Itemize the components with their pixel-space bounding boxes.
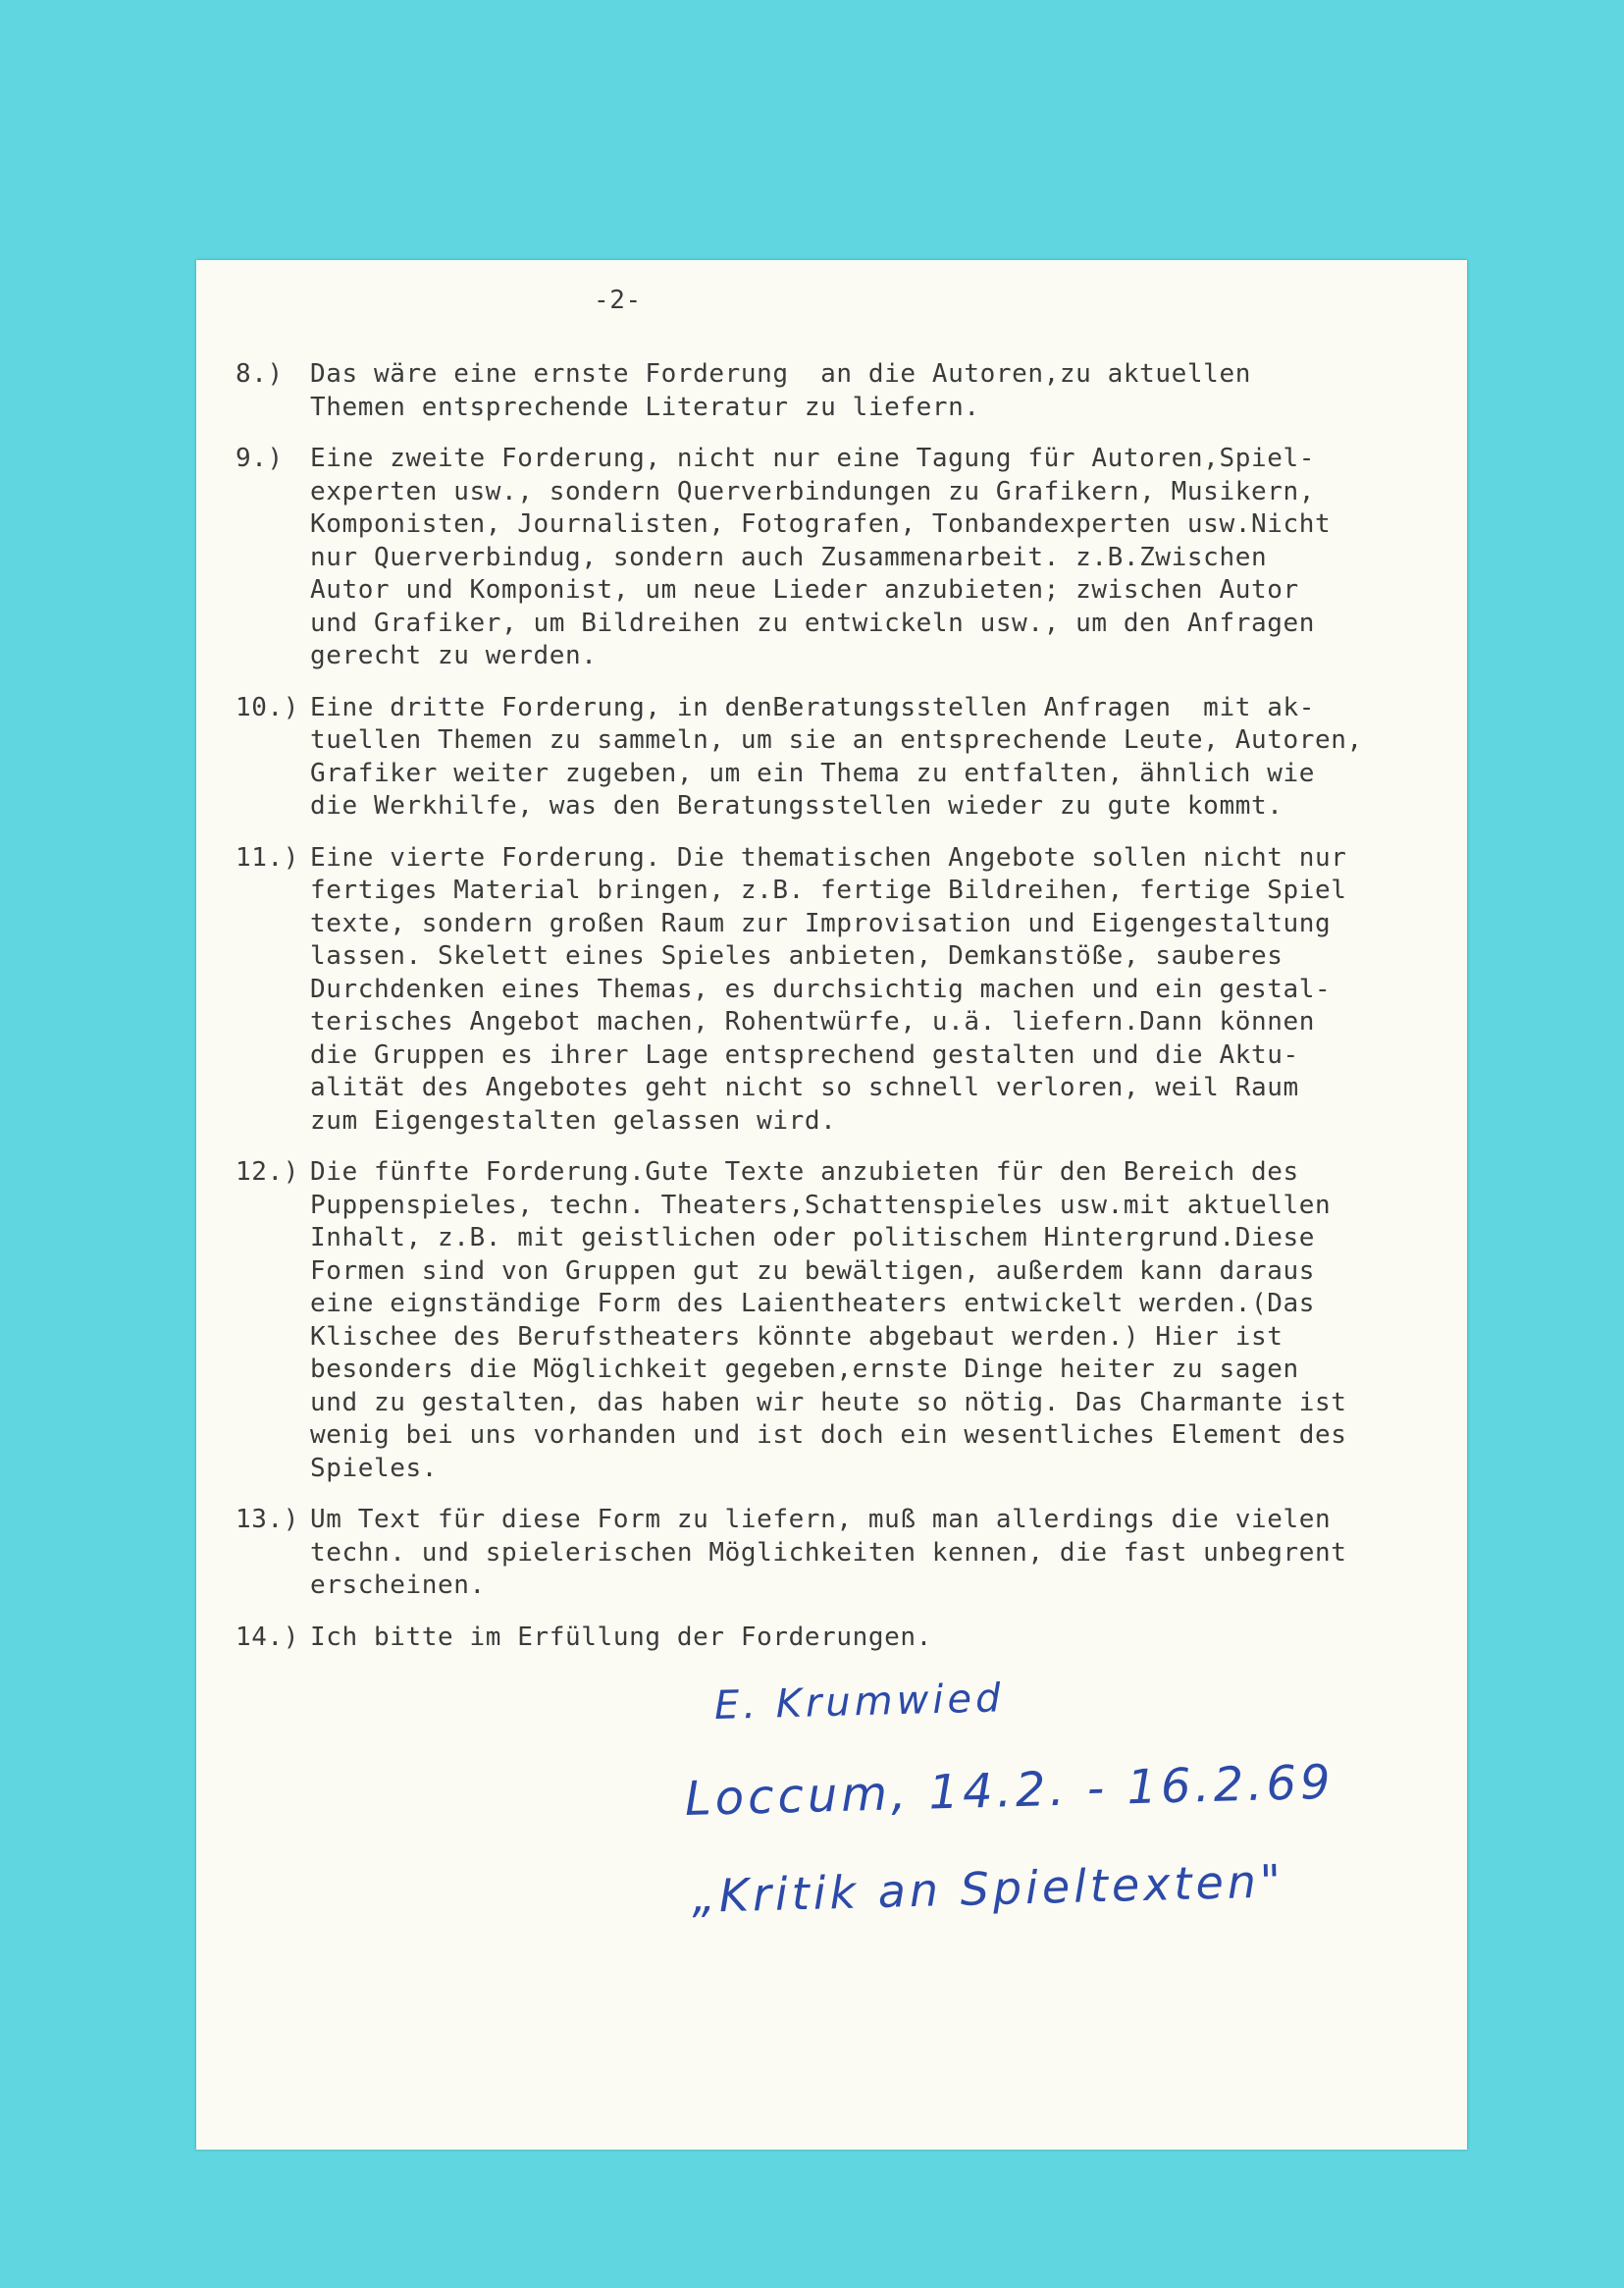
item-text (310, 842, 1462, 1139)
text-line: erscheinen. (310, 1570, 486, 1600)
item-text (310, 1504, 1462, 1603)
handwritten-title: „Kritik an Spieltexten" (691, 1854, 1285, 1923)
item-text (310, 1156, 1462, 1485)
item-text (310, 1622, 1462, 1655)
list-item (236, 1622, 1462, 1655)
list-item (236, 842, 1462, 1139)
item-number: 12.) (236, 1157, 300, 1187)
text-line: die Werkhilfe, was den Beratungsstellen wieder zu gute kommt. (310, 791, 1283, 821)
text-line: besonders die Möglichkeit gegeben,ernste Dinge heiter zu sagen (310, 1355, 1299, 1384)
item-number: 14.) (236, 1622, 300, 1652)
text-line: Inhalt, z.B. mit geistlichen oder politischem Hintergrund.Diese (310, 1223, 1315, 1252)
text-line: eine eignständige Form des Laientheaters entwickelt werden.(Das (310, 1289, 1315, 1318)
text-line: texte, sondern großen Raum zur Improvisation und Eigengestaltung (310, 908, 1332, 938)
text-line: alität des Angebotes geht nicht so schnell verloren, weil Raum (310, 1073, 1299, 1102)
text-line: Eine zweite Forderung, nicht nur eine Tagung für Autoren,Spiel- (310, 444, 1315, 473)
item-number: 8.) (236, 359, 284, 389)
list-item (236, 358, 1462, 424)
text-line: Die fünfte Forderung.Gute Texte anzubieten für den Bereich des (310, 1157, 1299, 1187)
item-number: 10.) (236, 692, 300, 722)
numbered-list (236, 358, 1462, 1673)
item-number: 11.) (236, 842, 300, 873)
text-line: Ich bitte im Erfüllung der Forderungen. (310, 1622, 932, 1652)
text-line: terisches Angebot machen, Rohentwürfe, u.ä. liefern.Dann können (310, 1007, 1315, 1037)
text-line: die Gruppen es ihrer Lage entsprechend gestalten und die Aktu- (310, 1039, 1299, 1070)
text-line: experten usw., sondern Querverbindungen zu Grafikern, Musikern, (310, 476, 1315, 506)
text-line: und zu gestalten, das haben wir heute so nötig. Das Charmante ist (310, 1387, 1347, 1417)
text-line: Eine vierte Forderung. Die thematischen Angebote sollen nicht nur (310, 842, 1347, 873)
text-line: lassen. Skelett eines Spieles anbieten, Demkanstöße, sauberes (310, 941, 1283, 971)
text-line: Komponisten, Journalisten, Fotografen, Tonbandexperten usw.Nicht (310, 509, 1332, 539)
list-item (236, 692, 1462, 824)
text-line: Puppenspieles, techn. Theaters,Schattenspieles usw.mit aktuellen (310, 1190, 1332, 1220)
text-line: nur Querverbindug, sondern auch Zusammenarbeit. z.B.Zwischen (310, 542, 1268, 572)
item-number: 13.) (236, 1505, 300, 1534)
text-line: Eine dritte Forderung, in denBeratungsstellen Anfragen mit ak- (310, 692, 1315, 722)
text-line: Klischee des Berufstheaters könnte abgebaut werden.) Hier ist (310, 1321, 1283, 1352)
text-line: Durchdenken eines Themas, es durchsichtig machen und ein gestal- (310, 974, 1332, 1004)
text-line: Das wäre eine ernste Forderung an die Autoren,zu aktuellen (310, 359, 1251, 389)
text-line: Spieles. (310, 1453, 439, 1483)
list-item (236, 1504, 1462, 1603)
text-line: zum Eigengestalten gelassen wird. (310, 1105, 837, 1136)
text-line: Formen sind von Gruppen gut zu bewältigen, außerdem kann daraus (310, 1255, 1315, 1286)
text-line: Themen entsprechende Literatur zu liefern. (310, 392, 980, 422)
item-number: 9.) (236, 444, 284, 473)
text-line: wenig bei uns vorhanden und ist doch ein wesentliches Element des (310, 1420, 1347, 1450)
item-text (310, 358, 1462, 424)
item-text (310, 692, 1462, 824)
handwritten-place-date: Loccum, 14.2. - 16.2.69 (684, 1754, 1336, 1827)
document-page (196, 260, 1467, 2150)
text-line: und Grafiker, um Bildreihen zu entwickeln usw., um den Anfragen (310, 608, 1315, 638)
item-text (310, 443, 1462, 673)
list-item (236, 1156, 1462, 1485)
text-line: Autor und Komponist, um neue Lieder anzubieten; zwischen Autor (310, 575, 1299, 605)
text-line: fertiges Material bringen, z.B. fertige Bildreihen, fertige Spiel (310, 876, 1347, 905)
text-line: tuellen Themen zu sammeln, um sie an entsprechende Leute, Autoren, (310, 725, 1363, 755)
text-line: Um Text für diese Form zu liefern, muß man allerdings die vielen (310, 1505, 1332, 1534)
list-item (236, 443, 1462, 673)
text-line: gerecht zu werden. (310, 641, 598, 670)
text-line: techn. und spielerischen Möglichkeiten kennen, die fast unbegrent (310, 1537, 1347, 1568)
text-line: Grafiker weiter zugeben, um ein Thema zu entfalten, ähnlich wie (310, 758, 1315, 788)
handwritten-author-name: E. Krumwied (713, 1676, 1006, 1729)
page-number: -2- (594, 286, 642, 315)
